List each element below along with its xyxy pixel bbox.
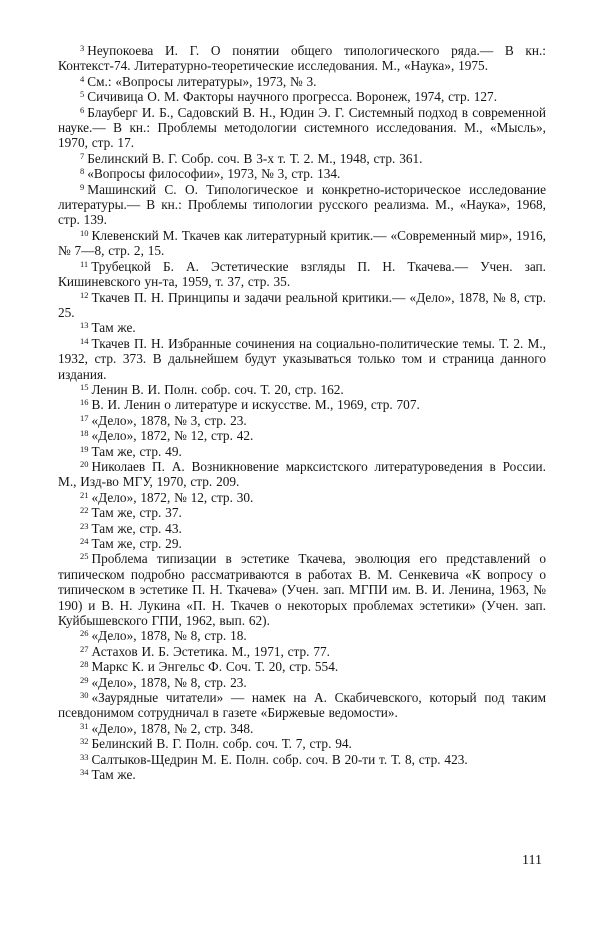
footnote-text: В. И. Ленин о литературе и искусстве. М., 1969, стр. 707.: [91, 397, 420, 413]
footnote-number: 33: [80, 751, 89, 762]
footnote-text: Машинский С. О. Типологическое и конкретно-историческое исследование литературы.— В кн.: Проблемы типологии русского реализма. М., «Наука», 1968, стр. 139.: [58, 181, 546, 228]
footnote: [58, 551, 546, 628]
footnote: [58, 74, 546, 89]
footnote: [58, 675, 546, 690]
footnotes-list: [58, 43, 546, 783]
page-number: 111: [522, 853, 542, 868]
footnote: [58, 505, 546, 520]
footnote: [58, 521, 546, 536]
footnote: [58, 166, 546, 181]
footnote-number: 5: [80, 89, 85, 100]
footnote-text: «Дело», 1872, № 12, стр. 42.: [91, 428, 254, 444]
footnote-text: См.: «Вопросы литературы», 1973, № 3.: [87, 73, 317, 89]
footnote: [58, 490, 546, 505]
footnote: [58, 721, 546, 736]
footnote: [58, 105, 546, 151]
footnote-number: 26: [80, 628, 89, 639]
footnote-number: 12: [80, 289, 89, 300]
footnote-text: Салтыков-Щедрин М. Е. Полн. собр. соч. В 20-ти т. Т. 8, стр. 423.: [91, 751, 468, 767]
footnote: [58, 382, 546, 397]
footnote-text: «Дело», 1878, № 3, стр. 23.: [91, 412, 247, 428]
footnote-number: 27: [80, 643, 89, 654]
footnote-text: Проблема типизации в эстетике Ткачева, эволюция его представлений о типическом подробно рассматриваются в работах В. М. Сенкевича «К вопросу о типическом в эстетике П. Н. Ткачева» (Учен. зап. МГПИ им. В. И. Ленина, 1963, № 190) и В. Н. Лукина «П. Н. Ткачев о некоторых проблемах эстетики» (Учен. зап. Куйбышевского ГПИ, 1962, вып. 62).: [58, 551, 546, 629]
footnote-number: 22: [80, 505, 89, 516]
footnote-text: Ленин В. И. Полн. собр. соч. Т. 20, стр. 162.: [91, 381, 344, 397]
footnote-number: 17: [80, 412, 89, 423]
footnote-number: 32: [80, 736, 89, 747]
footnote-text: Там же, стр. 49.: [91, 443, 182, 459]
footnote: [58, 290, 546, 321]
footnote: [58, 182, 546, 228]
footnote-text: Клевенский М. Ткачев как литературный критик.— «Современный мир», 1916, № 7—8, стр. 2, 15.: [58, 227, 546, 259]
footnote-text: Там же, стр. 29.: [91, 536, 182, 551]
footnote-number: 23: [80, 520, 89, 531]
footnote-text: Ткачев П. Н. Избранные сочинения на социально-политические темы. Т. 2. М., 1932, стр. 373. В дальнейшем будут указываться только том и страница данного издания.: [58, 335, 546, 382]
footnote: [58, 444, 546, 459]
footnote-number: 3: [80, 43, 85, 53]
footnote: [58, 320, 546, 335]
footnote-number: 10: [80, 227, 89, 238]
footnote-number: 25: [80, 551, 89, 562]
footnote-number: 14: [80, 335, 89, 346]
footnote-text: Трубецкой Б. А. Эстетические взгляды П. Н. Ткачева.— Учен. зап. Кишиневского ун-та, 1959, т. 37, стр. 35.: [58, 258, 546, 290]
footnote: [58, 397, 546, 412]
footnote-text: Николаев П. А. Возникновение марксистского литературоведения в России. М., Изд-во МГУ, 1970, стр. 209.: [58, 458, 546, 490]
footnote-number: 8: [80, 166, 85, 177]
footnote: [58, 43, 546, 74]
footnote-text: Там же.: [91, 767, 136, 783]
footnote: [58, 459, 546, 490]
footnote: [58, 413, 546, 428]
footnote-text: Там же.: [91, 320, 136, 336]
footnote-text: Астахов И. Б. Эстетика. М., 1971, стр. 77.: [91, 643, 330, 659]
footnote: [58, 151, 546, 166]
footnote-text: Блауберг И. Б., Садовский В. Н., Юдин Э. Г. Системный подход в современной науке.— В кн.: Проблемы методологии системного исследования. М., «Мысль», 1970, стр. 17.: [58, 104, 546, 151]
footnote-number: 24: [80, 536, 89, 546]
footnote-number: 19: [80, 443, 89, 454]
footnote-text: Неупокоева И. Г. О понятии общего типологического ряда.— В кн.: Контекст-74. Литературно-теоретические исследования. М., «Наука», 1975.: [58, 43, 546, 74]
footnote-number: 29: [80, 674, 89, 685]
footnote-text: «Заурядные читатели» — намек на А. Скабичевского, который под таким псевдонимом сотрудничал в газете «Биржевые ведомости».: [58, 690, 546, 721]
footnote: [58, 536, 546, 551]
footnote-text: Маркс К. и Энгельс Ф. Соч. Т. 20, стр. 554.: [91, 659, 339, 675]
footnote: [58, 89, 546, 104]
footnote-text: Белинский В. Г. Собр. соч. В 3-х т. Т. 2. М., 1948, стр. 361.: [87, 150, 423, 166]
footnote-number: 20: [80, 458, 89, 469]
footnote: [58, 228, 546, 259]
footnote-number: 7: [80, 150, 85, 161]
footnote: [58, 428, 546, 443]
footnote-number: 4: [80, 73, 85, 84]
footnote-number: 28: [80, 659, 89, 670]
footnote-number: 30: [80, 690, 89, 701]
footnote-text: «Дело», 1878, № 8, стр. 18.: [91, 628, 247, 644]
footnote-number: 9: [80, 181, 85, 192]
footnote-number: 31: [80, 720, 89, 731]
footnote-text: Там же, стр. 43.: [91, 520, 182, 536]
footnote-number: 13: [80, 320, 89, 331]
footnote-text: Белинский В. Г. Полн. собр. соч. Т. 7, стр. 94.: [91, 736, 352, 752]
footnote-text: «Вопросы философии», 1973, № 3, стр. 134.: [87, 166, 341, 182]
footnote-number: 18: [80, 428, 89, 439]
footnote-number: 16: [80, 397, 89, 408]
footnote: [58, 767, 546, 782]
footnote-text: «Дело», 1872, № 12, стр. 30.: [91, 489, 254, 505]
footnote: [58, 628, 546, 643]
footnote: [58, 752, 546, 767]
footnote-text: Там же, стр. 37.: [91, 505, 182, 521]
footnote: [58, 736, 546, 751]
footnote-text: Сичивица О. М. Факторы научного прогресса. Воронеж, 1974, стр. 127.: [87, 89, 498, 105]
footnote: [58, 659, 546, 674]
footnote-text: «Дело», 1878, № 8, стр. 23.: [91, 674, 247, 690]
footnote-text: «Дело», 1878, № 2, стр. 348.: [91, 720, 254, 736]
footnote-number: 11: [80, 258, 89, 269]
footnote-number: 6: [80, 104, 85, 115]
footnote-number: 21: [80, 489, 89, 500]
footnote: [58, 644, 546, 659]
footnote-text: Ткачев П. Н. Принципы и задачи реальной критики.— «Дело», 1878, № 8, стр. 25.: [58, 289, 546, 320]
footnote-number: 15: [80, 381, 89, 392]
footnote: [58, 336, 546, 382]
footnote-number: 34: [80, 767, 89, 778]
footnote: [58, 259, 546, 290]
footnote: [58, 690, 546, 721]
